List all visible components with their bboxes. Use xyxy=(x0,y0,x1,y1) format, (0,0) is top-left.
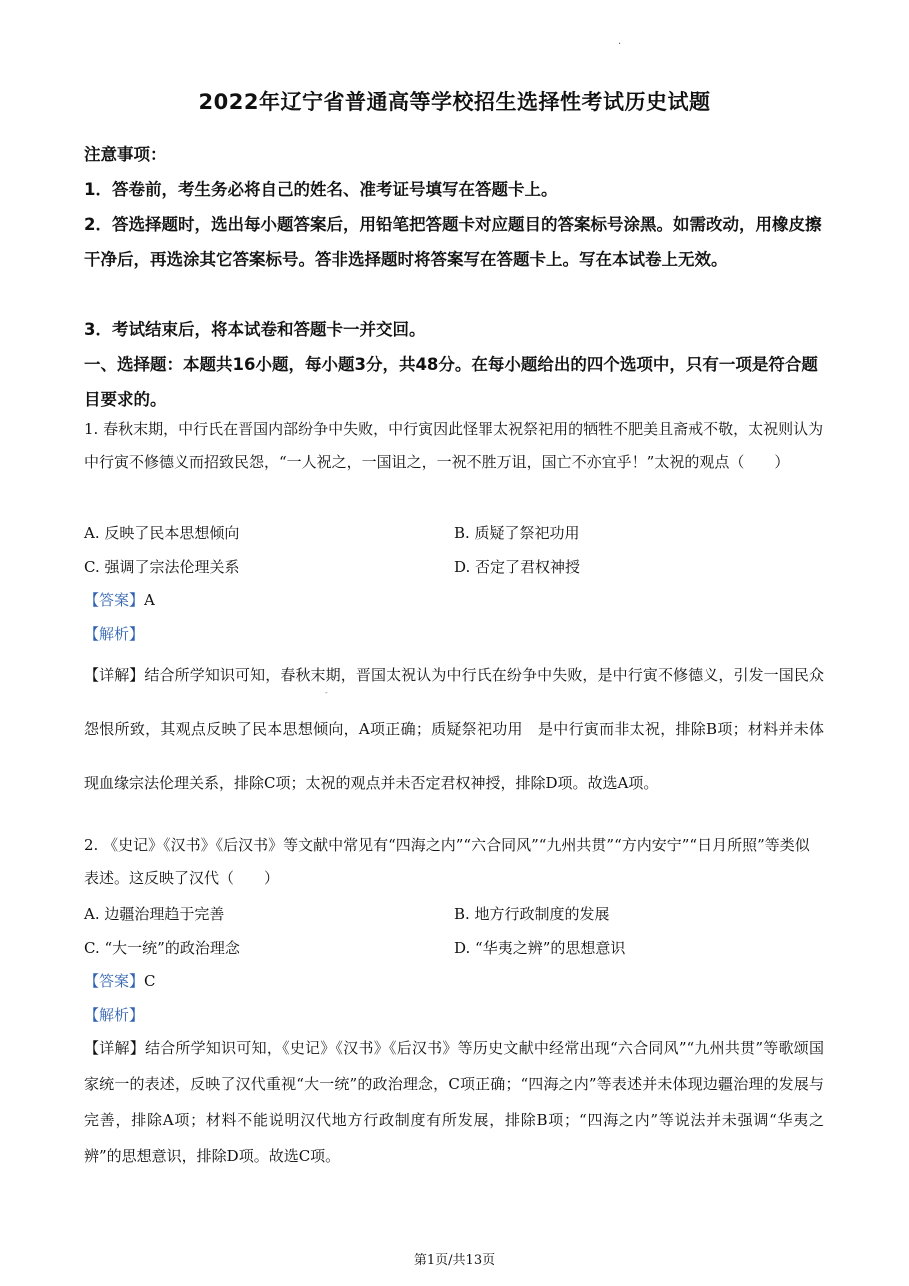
page-footer: 第1页/共13页 xyxy=(413,1253,496,1268)
question-1-option-d: D. 否定了君权神授 xyxy=(454,558,581,576)
question-2-option-d: D. “华夷之辨”的思想意识 xyxy=(454,939,626,957)
notice-item-2: 2．答选择题时，选出每小题答案后，用铅笔把答题卡对应题目的答案标号涂黑。如需改动，用橡皮擦干净后，再选涂其它答案标号。答非选择题时将答案写在答题卡上。写在本试卷上无效。 xyxy=(84,215,822,269)
question-2-detail xyxy=(84,1030,824,1174)
mid-mark: - xyxy=(325,688,328,697)
answer-tag: 【答案】 xyxy=(84,591,145,609)
detail-tag: 【详解】 xyxy=(84,1039,145,1057)
question-1-analysis-tag xyxy=(84,622,144,646)
answer-value: A xyxy=(144,591,155,609)
notice-heading: 注意事项： xyxy=(84,145,167,164)
answer-tag: 【答案】 xyxy=(84,972,145,990)
question-2-option-a: A. 边疆治理趋于完善 xyxy=(84,905,225,923)
question-1-option-c: C. 强调了宗法伦理关系 xyxy=(84,558,240,576)
analysis-tag: 【解析】 xyxy=(84,625,145,643)
question-1-stem: 1. 春秋末期，中行氏在晋国内部纷争中失败，中行寅因此怪罪太祝祭祀用的牺牲不肥美且斋戒不敬，太祝则认为中行寅不修德义而招致民怨，“一人祝之，一国诅之，一祝不胜万诅，国亡不亦宜乎！”太祝的观点（ ） xyxy=(84,420,824,471)
detail-text: 结合所学知识可知，《史记》《汉书》《后汉书》等历史文献中经常出现“六合同风”“九州共贯”等歌颂国家统一的表述，反映了汉代重视“大一统”的政治理念，C项正确；“四海之内”等表述并未体现边疆治理的发展与完善，排除A项；材料不能说明汉代地方行政制度有所发展，排除B项；“四海之内”等说法并未强调“华夷之辨”的思想意识，排除D项。故选C项。 xyxy=(84,1039,824,1165)
page-mark: . xyxy=(618,36,622,47)
question-2-analysis-tag xyxy=(84,1003,144,1027)
question-1-option-a: A. 反映了民本思想倾向 xyxy=(84,524,240,542)
question-2-stem: 2. 《史记》《汉书》《后汉书》等文献中常见有“四海之内”“六合同风”“九州共贯”“方内安宁”“日月所照”等类似表述。这反映了汉代（ ） xyxy=(84,836,810,887)
question-2-answer xyxy=(84,969,156,993)
question-1-option-b: B. 质疑了祭祀功用 xyxy=(454,524,580,542)
analysis-tag: 【解析】 xyxy=(84,1006,145,1024)
section-heading: 一、选择题：本题共16小题，每小题3分，共48分。在每小题给出的四个选项中，只有一项是符合题目要求的。 xyxy=(84,355,818,409)
answer-value: C xyxy=(144,972,156,990)
question-2-option-b: B. 地方行政制度的发展 xyxy=(454,905,610,923)
question-1-answer xyxy=(84,588,155,612)
notice-item-1: 1．答卷前，考生务必将自己的姓名、准考证号填写在答题卡上。 xyxy=(84,180,558,199)
notice-item-3: 3．考试结束后，将本试卷和答题卡一并交回。 xyxy=(84,320,426,339)
detail-tag: 【详解】 xyxy=(84,666,145,684)
question-2-option-c: C. “大一统”的政治理念 xyxy=(84,939,240,957)
page-title: 2022年辽宁省普通高等学校招生选择性考试历史试题 xyxy=(198,90,711,114)
question-1-detail xyxy=(84,648,824,810)
detail-text: 结合所学知识可知，春秋末期，晋国太祝认为中行氏在纷争中失败，是中行寅不修德义，引发一国民众怨恨所致，其观点反映了民本思想倾向，A项正确；质疑祭祀功用 是中行寅而非太祝，排除B项；材料并未体现血缘宗法伦理关系，排除C项；太祝的观点并未否定君权神授，排除D项。故选A项。 xyxy=(84,666,824,792)
